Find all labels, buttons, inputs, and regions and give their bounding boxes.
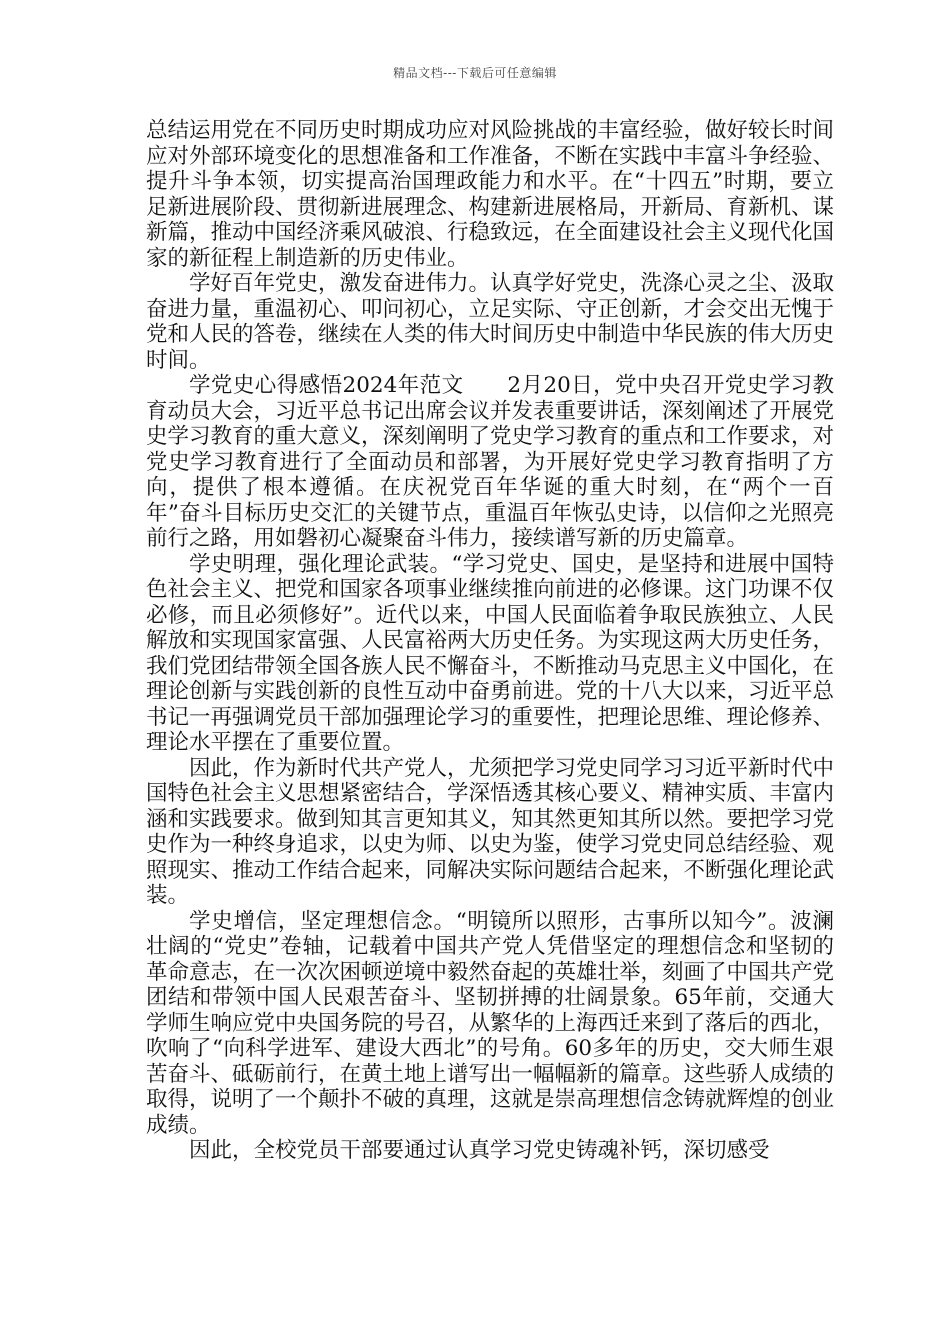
paragraph-4: 学史明理，强化理论武装。“学习党史、国史，是坚持和进展中国特色社会主义、把党和国家各项事业继续推向前进的必修课。这门功课不仅必修，而且必须修好”。近代以来，中国人民面临着争取民族独立、人民解放和实现国家富强、人民富裕两大历史任务。为实现这两大历史任务，我们党团结带领全国各族人民不懈奋斗，不断推动马克思主义中国化，在理论创新与实践创新的良性互动中奋勇前进。党的十八大以来，习近平总书记一再强调党员干部加强理论学习的重要性，把理论思维、理论修养、理论水平摆在了重要位置。 xyxy=(146,551,835,755)
page-header: 精品文档---下载后可任意编辑 xyxy=(393,66,557,80)
paragraph-5: 因此，作为新时代共产党人，尤须把学习党史同学习习近平新时代中国特色社会主义思想紧密结合，学深悟透其核心要义、精神实质、丰富内涵和实践要求。做到知其言更知其义，知其然更知其所以然。要把学习党史作为一种终身追求，以史为师、以史为鉴，使学习党史同总结经验、观照现实、推动工作结合起来，同解决实际问题结合起来，不断强化理论武装。 xyxy=(146,755,835,908)
paragraph-2: 学好百年党史，激发奋进伟力。认真学好党史，洗涤心灵之尘、汲取奋进力量，重温初心、叩问初心，立足实际、守正创新，才会交出无愧于党和人民的答卷，继续在人类的伟大时间历史中制造中华民族的伟大历史时间。 xyxy=(146,271,835,373)
paragraph-7: 因此，全校党员干部要通过认真学习党史铸魂补钙，深切感受 xyxy=(189,1138,770,1163)
paragraph-3: 学党史心得感悟2024年范文 2月20日，党中央召开党史学习教育动员大会，习近平总书记出席会议并发表重要讲话，深刻阐述了开展党史学习教育的重大意义，深刻阐明了党史学习教育的重点和工作要求，对党史学习教育进行了全面动员和部署，为开展好党史学习教育指明了方向，提供了根本遵循。在庆祝党百年华诞的重大时刻，在“两个一百年”奋斗目标历史交汇的关键节点，重温百年恢弘史诗，以信仰之光照亮前行之路，用如磐初心凝聚奋斗伟力，接续谱写新的历史篇章。 xyxy=(146,373,835,551)
document-body xyxy=(146,118,834,1164)
paragraph-1: 总结运用党在不同历史时期成功应对风险挑战的丰富经验，做好较长时间应对外部环境变化的思想准备和工作准备，不断在实践中丰富斗争经验、提升斗争本领，切实提高治国理政能力和水平。在“十四五”时期，要立足新进展阶段、贯彻新进展理念、构建新进展格局，开新局、育新机、谋新篇，推动中国经济乘风破浪、行稳致远，在全面建设社会主义现代化国家的新征程上制造新的历史伟业。 xyxy=(146,118,835,271)
paragraph-6: 学史增信，坚定理想信念。“明镜所以照形，古事所以知今”。波澜壮阔的“党史”卷轴，记载着中国共产党人凭借坚定的理想信念和坚韧的革命意志，在一次次困顿逆境中毅然奋起的英雄壮举，刻画了中国共产党团结和带领中国人民艰苦奋斗、坚韧拼搏的壮阔景象。65年前，交通大学师生响应党中央国务院的号召，从繁华的上海西迁来到了落后的西北，吹响了“向科学进军、建设大西北”的号角。60多年的历史，交大师生艰苦奋斗、砥砺前行，在黄土地上谱写出一幅幅新的篇章。这些骄人成绩的取得，说明了一个颠扑不破的真理，这就是崇高理想信念铸就辉煌的创业成绩。 xyxy=(146,908,835,1138)
